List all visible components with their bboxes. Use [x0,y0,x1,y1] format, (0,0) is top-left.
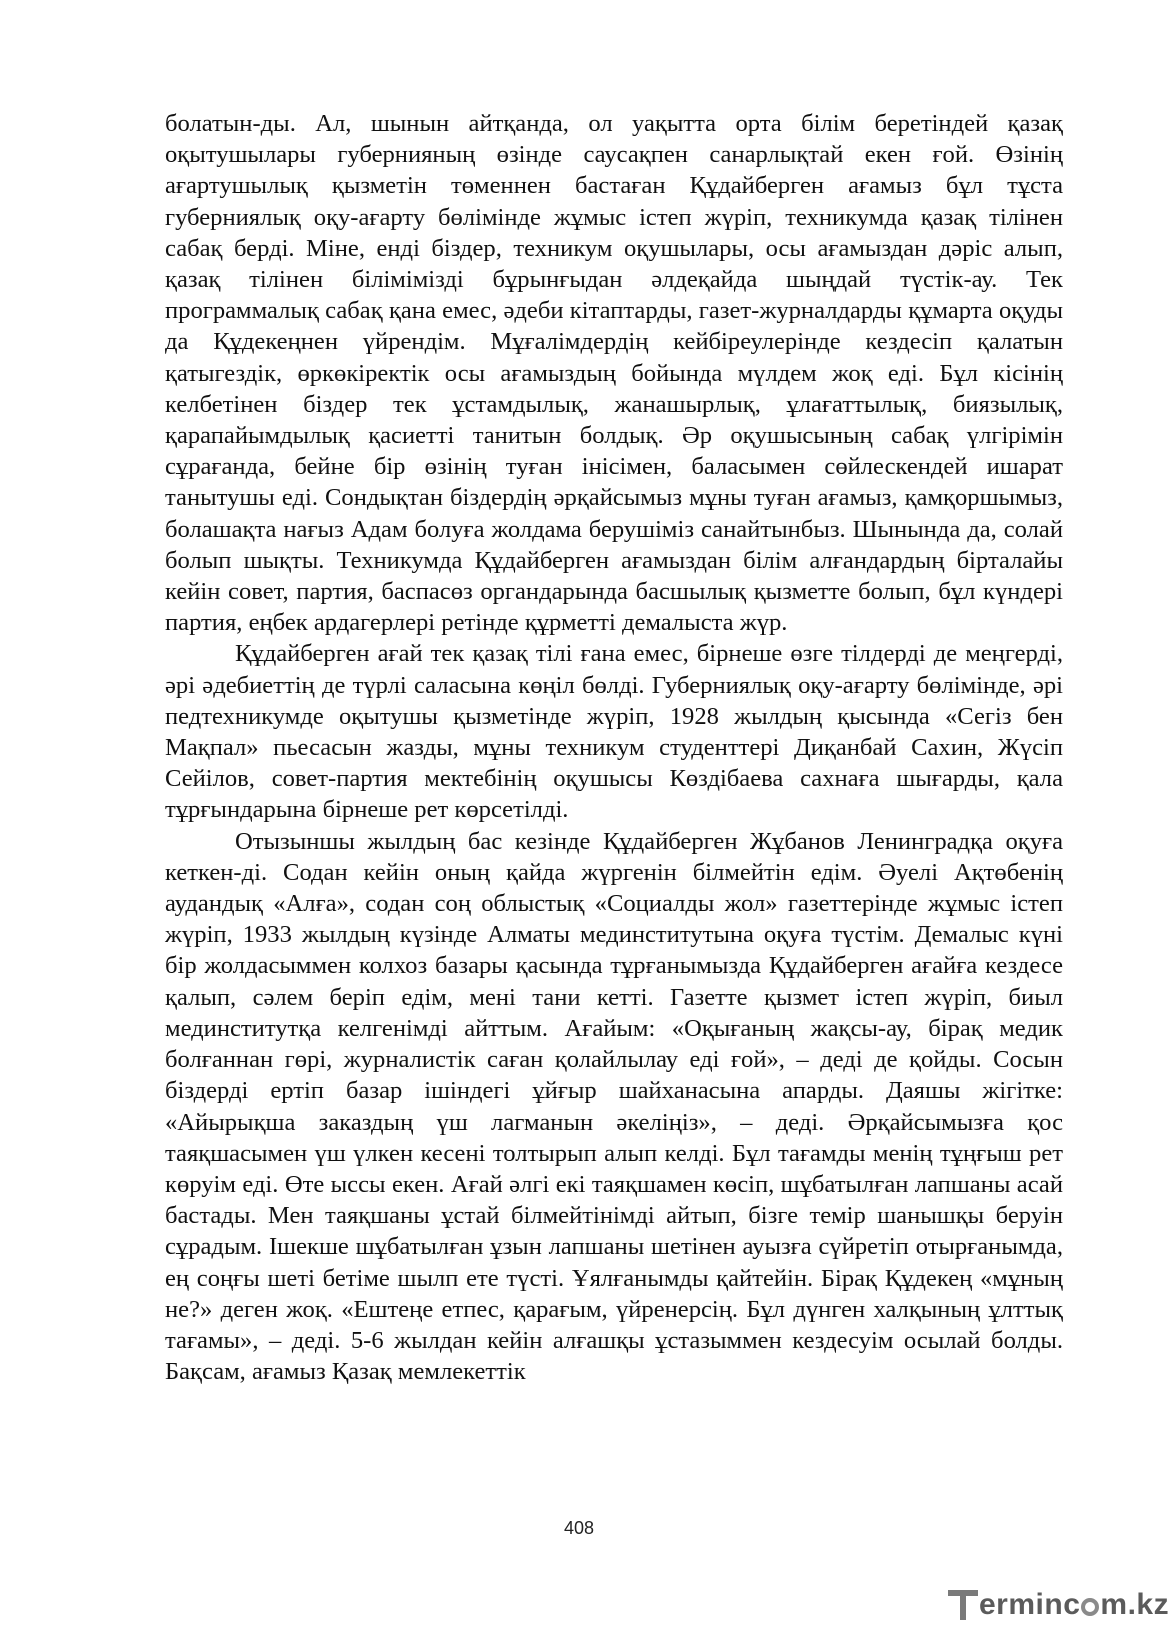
paragraph-2: Құдайберген ағай тек қазақ тілі ғана емес, бірнеше өзге тілдерді де меңгерді, әрі әдебиеттің де түрлі саласына көңіл бөлді. Губерниялық оқу-ағарту бөлімінде, әрі педтехникумде оқытушы қызметінде жүріп, 1928 жылдың қысында «Сегіз бен Мақпал» пьесасын жазды, мұны техникум студенттері Диқанбай Сахин, Жүсіп Сейілов, совет-партия мектебінің оқушысы Көздібаева сахнаға шығарды, қала тұрғындарына бірнеше рет көрсетілді. [165,640,1063,824]
logo-o-ring-icon [1081,1598,1099,1616]
logo-t-mark-icon [948,1588,978,1622]
page-body [165,108,1063,1387]
termincom-logo [948,1585,1169,1625]
paragraph-1: болатын-ды. Ал, шынын айтқанда, ол уақытта орта білім беретіндей қазақ оқытушылары губернияның өзінде саусақпен санарлықтай екен ғой. Өзінің ағартушылық қызметін төменнен бастаған Құдайберген ағамыз бұл тұста губерниялық оқу-ағарту бөлімінде жұмыс істеп жүріп, техникумда қазақ тілінен сабақ берді. Міне, енді біздер, техникум оқушылары, осы ағамыздан дәріс алып, қазақ тілінен білімімізді бұрынғыдан әлдеқайда шыңдай түстік-ау. Тек программалық сабақ қана емес, әдеби кітаптарды, газет-журналдарды құмарта оқуды да Құдекеңнен үйрендім. Мұғалімдердің кейбіреулерінде кездесіп қалатын қатыгездік, өркөкіректік осы ағамыздың бойында мүлдем жоқ еді. Бұл кісінің келбетінен біздер тек ұстамдылық, жанашырлық, ұлағаттылық, биязылық, қарапайымдылық қасиетті танитын болдық. Әр оқушысының сабақ үлгірімін сұрағанда, бейне бір өзінің туған інісімен, баласымен сөйлескендей ишарат танытушы еді. Сондықтан біздердің әрқайсымыз мұны туған ағамыз, қамқоршымыз, болашақта нағыз Адам болуға жолдама берушіміз санайтынбыз. Шынында да, солай болып шықты. Техникумда Құдайберген ағамыздан білім алғандардың бірталайы кейін совет, партия, баспасөз органдарында басшылық қызметте болып, бұл күндері партия, еңбек ардагерлері ретінде құрметті демалыста жүр. [165,110,1063,637]
logo-text-part-2: m.kz [1100,1588,1169,1621]
paragraph-3: Отызыншы жылдың бас кезінде Құдайберген Жұбанов Ленинградқа оқуға кеткен-ді. Содан кейін оның қайда жүргенін білмейтін едім. Әуелі Ақтөбенің аудандық «Алға», содан соң облыстық «Социалды жол» газеттерінде жұмыс істеп жүріп, 1933 жылдың күзінде Алматы мединститутына оқуға түстім. Демалыс күні бір жолдасыммен колхоз базары қасында тұрғанымызда Құдайберген ағайға кездесе қалып, сәлем беріп едім, мені тани кетті. Газетте қызмет істеп жүріп, биыл мединститутқа келгенімді айттым. Ағайым: «Оқығаның жақсы-ау, бірақ медик болғаннан гөрі, журналистік саған қолайлылау еді ғой», – деді де қойды. Сосын біздерді ертіп базар ішіндегі ұйғыр шайханасына апарды. Даяшы жігітке: «Айырықша заказдың үш лагманын әкеліңіз», – деді. Әрқайсымызға қос таяқшасымен үш үлкен кесені толтырып алып келді. Бұл тағамды менің тұңғыш рет көруім еді. Өте ыссы екен. Ағай әлгі екі таяқшамен көсіп, шұбатылған лапшаны асай бастады. Мен таяқшаны ұстай білмейтінімді айтып, бізге темір шанышқы беруін сұрадым. Ішекше шұбатылған ұзын лапшаны шетінен ауызға сүйретіп отырғанымда, ең соңғы шеті бетіме шылп ете түсті. Ұялғанымды қайтейін. Бірақ Құдекең «мұның не?» деген жоқ. «Ештеңе етпес, қарағым, үйренерсің. Бұл дүнген халқының ұлттық тағамы», – деді. 5-6 жылдан кейін алғашқы ұстазыммен кездесуім осылай болды. Бақсам, ағамыз Қазақ мемлекеттік [165,827,1063,1386]
page-number: 408 [563,1518,595,1538]
logo-text-part-1: erminc [979,1588,1081,1621]
